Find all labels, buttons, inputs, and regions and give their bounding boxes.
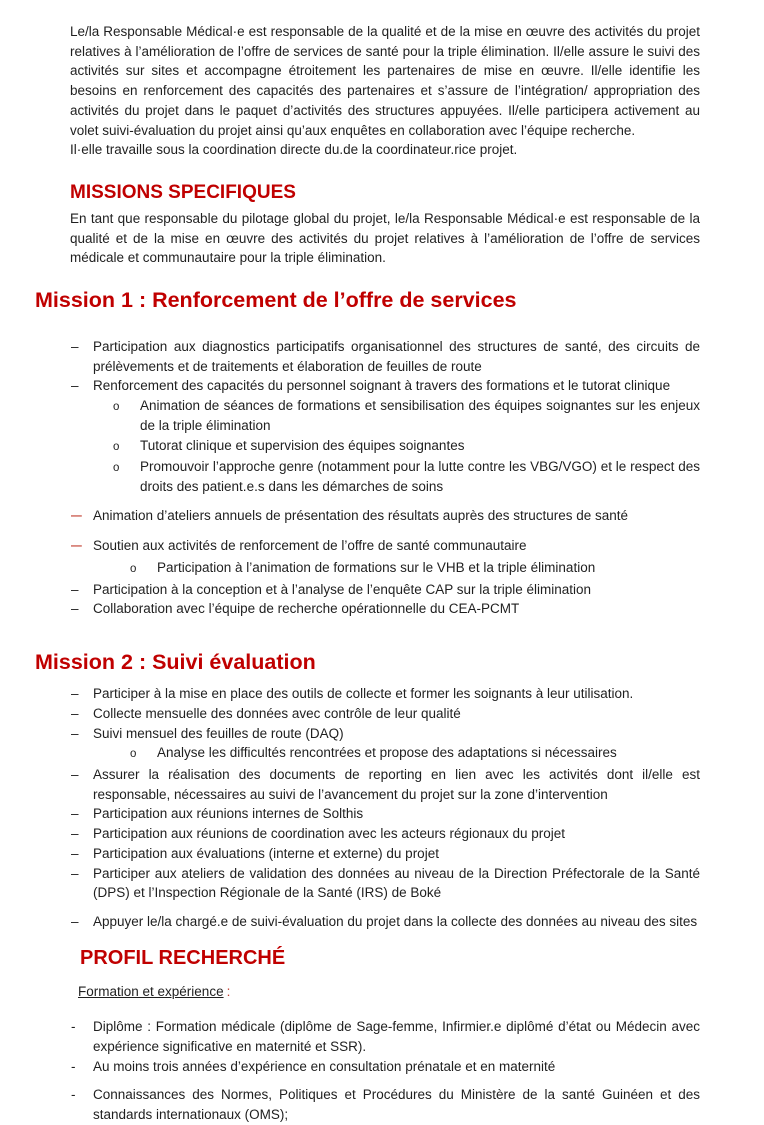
hyphen-bullet	[71, 1057, 93, 1077]
list-item	[70, 599, 700, 619]
list-item	[70, 824, 700, 844]
list-item	[70, 457, 700, 496]
dash-bullet	[71, 864, 93, 903]
list-item-text: Participer à la mise en place des outils de collecte et former les soignants à leur utilisation.	[93, 686, 634, 702]
list-item	[70, 724, 700, 744]
missions-specifiques-paragraph: En tant que responsable du pilotage global du projet, le/la Responsable Médical·e est responsable de la qualité et de la mise en œuvre des activités du projet relatives à l’amélioration de l’offre de services médicale et communautaire pour la triple élimination.	[70, 210, 700, 266]
circle-bullet	[130, 558, 157, 580]
list-item	[70, 376, 700, 396]
list-item	[70, 743, 700, 765]
dash-bullet	[71, 376, 93, 396]
list-item-text: Animation d’ateliers annuels de présentation des résultats auprès des structures de santé	[93, 507, 629, 523]
dash-bullet	[71, 684, 93, 704]
list-item-text: Connaissances des Normes, Politiques et Procédures du Ministère de la santé Guinéen et des standards internationaux (OMS);	[93, 1087, 700, 1123]
circle-bullet	[113, 457, 140, 496]
dash-bullet	[71, 580, 93, 600]
dash-bullet	[71, 804, 93, 824]
mission-2-list	[70, 684, 700, 931]
dash-bullet	[71, 704, 93, 724]
list-item-text: Renforcement des capacités du personnel soignant à travers des formations et le tutorat clinique	[93, 378, 671, 394]
dash-bullet	[71, 824, 93, 844]
dash-bullet	[71, 912, 93, 932]
list-item	[70, 396, 700, 435]
dash-bullet	[71, 765, 93, 804]
list-item-text: Au moins trois années d’expérience en consultation prénatale et en maternité	[93, 1058, 556, 1074]
circle-bullet	[113, 436, 140, 458]
dash-bullet	[71, 337, 93, 376]
list-item-text: Collecte mensuelle des données avec contrôle de leur qualité	[93, 705, 461, 721]
list-item-text: Participation aux réunions de coordination avec les acteurs régionaux du projet	[93, 826, 566, 842]
subheading-underlined-text: Formation et expérience	[78, 983, 224, 999]
list-item	[70, 844, 700, 864]
red-dash-bullet	[71, 506, 93, 528]
list-item-text: Collaboration avec l’équipe de recherche opérationnelle du CEA-PCMT	[93, 601, 520, 617]
list-item	[70, 506, 700, 528]
list-item	[70, 1085, 700, 1124]
dash-bullet	[71, 599, 93, 619]
list-item-text: Appuyer le/la chargé.e de suivi-évaluation du projet dans la collecte des données au niveau des sites	[93, 913, 698, 929]
list-item-text: Participation aux réunions internes de Solthis	[93, 806, 364, 822]
list-item-text: Participation à l’animation de formations sur le VHB et la triple élimination	[157, 560, 596, 576]
list-item	[70, 864, 700, 903]
list-item	[70, 765, 700, 804]
mission-1-list	[70, 337, 700, 619]
mission-1-heading: Mission 1 : Renforcement de l’offre de services	[35, 288, 517, 313]
list-item-text: Participer aux ateliers de validation des données au niveau de la Direction Préfectorale de la Santé (DPS) et l’Inspection Régionale de la Santé (IRS) de Boké	[93, 865, 700, 901]
list-item	[70, 580, 700, 600]
dash-bullet	[71, 844, 93, 864]
list-item-text: Participation aux diagnostics participatifs organisationnel des structures de santé, des circuits de prélèvements et de traitements et élaboration de feuilles de route	[93, 339, 700, 374]
subheading-colon: :	[226, 983, 231, 999]
profil-recherche-heading: PROFIL RECHERCHÉ	[80, 946, 286, 969]
list-item	[70, 436, 700, 458]
list-item-text: Tutorat clinique et supervision des équipes soignantes	[140, 437, 465, 453]
red-dash-bullet	[71, 536, 93, 558]
list-item-text: Animation de séances de formations et sensibilisation des équipes soignantes sur les enjeux de la triple élimination	[140, 398, 700, 433]
list-item	[70, 337, 700, 376]
hyphen-bullet	[71, 1017, 93, 1056]
dash-bullet	[71, 724, 93, 744]
list-item	[70, 804, 700, 824]
list-item-text: Participation à la conception et à l’analyse de l’enquête CAP sur la triple élimination	[93, 581, 592, 597]
list-item-text: Assurer la réalisation des documents de reporting en lien avec les activités dont il/elle est responsable, nécessaires au suivi de l’avancement du projet sur la zone d’intervention	[93, 766, 700, 802]
intro-coordination-line: Il·elle travaille sous la coordination directe du.de la coordinateur.rice projet.	[70, 142, 518, 158]
circle-bullet	[113, 396, 140, 435]
list-item	[70, 1017, 700, 1056]
list-item-text: Suivi mensuel des feuilles de route (DAQ)	[93, 725, 344, 741]
formation-experience-subheading	[78, 982, 700, 1002]
missions-specifiques-heading: MISSIONS SPECIFIQUES	[70, 181, 296, 203]
list-item-text: Promouvoir l’approche genre (notamment pour la lutte contre les VBG/VGO) et le respect des droits des patient.e.s dans les démarches de soins	[140, 459, 700, 494]
list-item	[70, 558, 700, 580]
list-item	[70, 1057, 700, 1077]
list-item	[70, 704, 700, 724]
hyphen-bullet	[71, 1085, 93, 1124]
mission-2-heading: Mission 2 : Suivi évaluation	[35, 650, 316, 675]
list-item-text: Soutien aux activités de renforcement de l’offre de santé communautaire	[93, 538, 527, 554]
list-item-text: Participation aux évaluations (interne et externe) du projet	[93, 845, 439, 861]
circle-bullet	[130, 743, 157, 765]
intro-paragraph: Le/la Responsable Médical·e est responsable de la qualité et de la mise en œuvre des activités du projet relatives à l’amélioration de l’offre de services de santé pour la triple élimination. Il/elle assure le suivi des activités sur sites et accompagne étroitement les partenaires de mise en œuvre. Il/elle identifie les besoins en renforcement des capacités des partenaires et s’assure de l’intégration/ appropriation des activités du projet dans le paquet d’activités des structures appuyées. Il/elle participera activement au volet suivi-évaluation du projet ainsi qu’aux enquêtes en collaboration avec l’équipe recherche.	[70, 24, 700, 138]
profil-list	[70, 1017, 700, 1125]
list-item-text: Analyse les difficultés rencontrées et propose des adaptations si nécessaires	[157, 745, 617, 761]
list-item-text: Diplôme : Formation médicale (diplôme de Sage-femme, Infirmier.e diplômé d’état ou Médecin avec expérience significative en maternité et SSR).	[93, 1019, 700, 1055]
list-item	[70, 684, 700, 704]
list-item	[70, 536, 700, 558]
list-item	[70, 912, 700, 932]
